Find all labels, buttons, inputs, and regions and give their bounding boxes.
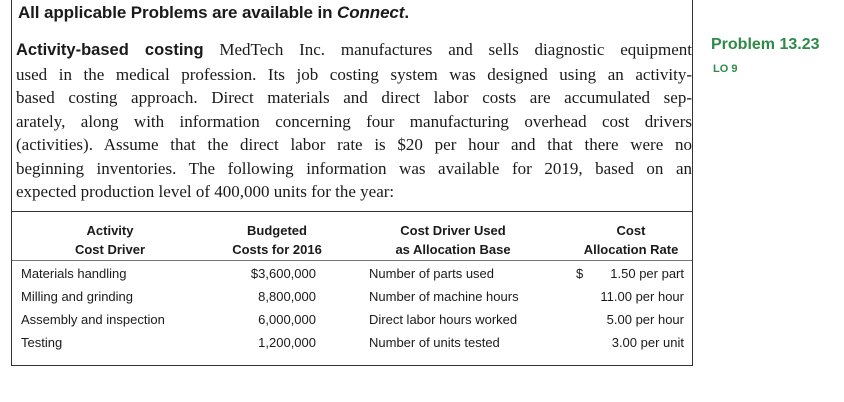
cell-base: Direct labor hours worked <box>369 312 518 327</box>
cell-cost: 8,800,000 <box>258 289 316 304</box>
para-line-7: expected production level of 400,000 units for the year: <box>16 182 395 201</box>
table-top-rule <box>12 211 692 212</box>
problem-lead-title: Activity-based costing <box>16 41 204 59</box>
para-line-2: used in the medical profession. Its job costing system was designed using an activity- <box>16 64 692 84</box>
cell-rate-currency: $ <box>576 266 584 281</box>
header-suffix: . <box>404 3 409 22</box>
col-header-rate: Cost Allocation Rate <box>583 223 679 257</box>
cell-base: Number of units tested <box>369 335 500 350</box>
para-line-4: arately, along with information concerning four manufacturing overhead cost drivers <box>16 111 692 131</box>
cell-rate <box>576 331 684 354</box>
para-line-1-text: MedTech Inc. manufactures and sells diagnostic equipment <box>203 40 692 59</box>
problem-number: Problem 13.23 <box>711 36 820 53</box>
cell-activity: Milling and grinding <box>21 289 134 304</box>
table-header-rule <box>12 260 692 261</box>
cell-rate <box>576 285 684 308</box>
connect-link[interactable]: Connect <box>337 3 405 22</box>
cell-rate-value: 11.00 per hour <box>600 289 684 304</box>
cell-cost: $3,600,000 <box>250 266 316 281</box>
header-prefix: All applicable Problems are available in <box>18 3 338 22</box>
col-header-budgeted: Budgeted Costs for 2016 <box>232 223 322 257</box>
para-line-3: based costing approach. Direct materials and direct labor costs are accumulated sep- <box>16 88 692 107</box>
cell-cost: 6,000,000 <box>258 312 316 327</box>
col-header-activity: Activity Cost Driver <box>74 223 146 257</box>
para-line-1 <box>16 38 692 63</box>
cell-base: Number of machine hours <box>369 289 519 304</box>
cell-activity: Materials handling <box>21 266 127 281</box>
cell-activity: Assembly and inspection <box>21 312 165 327</box>
cell-base: Number of parts used <box>369 266 495 281</box>
learning-objective: LO 9 <box>713 63 738 75</box>
cell-cost: 1,200,000 <box>258 335 316 350</box>
para-line-6: beginning inventories. The following information was available for 2019, based on an <box>16 158 692 178</box>
cell-rate-value: 3.00 per unit <box>611 335 684 350</box>
problem-description <box>16 38 692 204</box>
availability-header <box>18 3 409 23</box>
para-line-5: (activities). Assume that the direct labor rate is $20 per hour and that there were no <box>16 135 692 154</box>
cell-activity: Testing <box>21 335 63 350</box>
cell-rate <box>576 262 684 285</box>
cell-rate-value: 1.50 per part <box>610 266 684 281</box>
col-header-driver: Cost Driver Used as Allocation Base <box>395 223 511 257</box>
cell-rate-value: 5.00 per hour <box>606 312 684 327</box>
cell-rate <box>576 308 684 331</box>
